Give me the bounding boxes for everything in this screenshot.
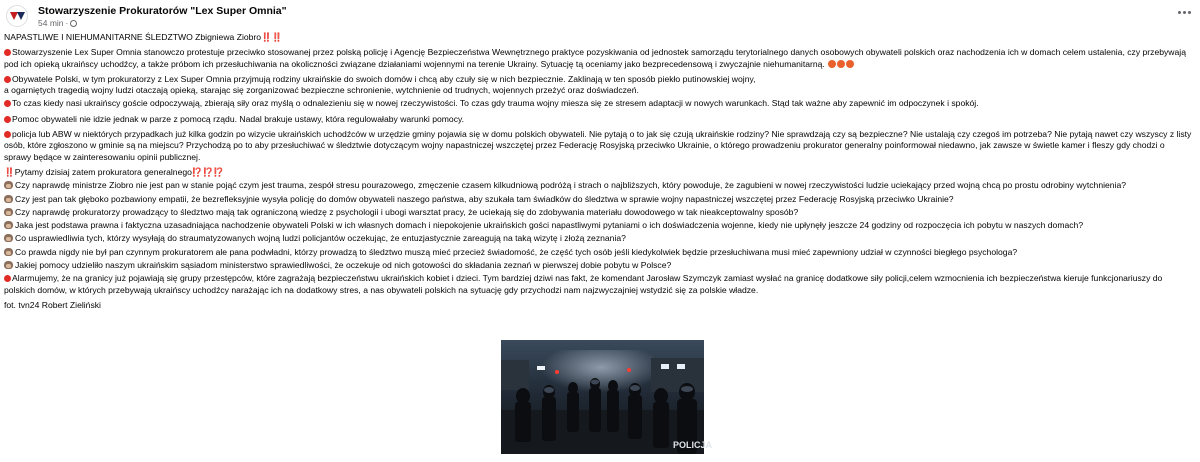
photo-credit: fot. tvn24 Robert Zieliński (4, 299, 101, 310)
paragraph-text: To czas kiedy nasi ukraińscy goście odpoczywają, zbierają siły oraz myślą o odnalezieniu się w nowej rzeczywistości. To czas gdy trauma wojny miesza się ze stresem adaptacji w nowych warunkach. Stąd tak ważne aby zapewnić im odpoczynek i spokój. (12, 98, 979, 109)
post-header (4, 3, 1196, 29)
red-circle-icon (4, 131, 11, 138)
paragraph-1 (4, 47, 1192, 70)
paragraph-text: Stowarzyszenie Lex Super Omnia stanowczo protestuje przeciwko stosowanej przez polską policję i Agencję Bezpieczeństwa Wewnętrznego praktyce pozyskiwania od jednostek samorządu terytorialnego danych osobowych obywateli polskich oraz nachodzenia ich w domach celem ustalenia, czy przebywają pod ich opieką ukraińscy uchodźcy, a także próbom ich przesłuchiwania na okoliczności związane działaniami wojennymi na terenie Ukrainy. Sytuację tą oceniamy jako bezprecedensową i zwyczajnie niehumanitarną. (4, 47, 1186, 69)
question-text: Czy naprawdę ministrze Ziobro nie jest pan w stanie pojąć czym jest trauma, zespół stresu pourazowego, zmęczenie czasem kilkudniową podróżą i strach o najbliższych, który powoduje, że zagubieni w nowej rzeczywistości ludzie uciekający przed wojną chcą po prostu odrobiny wytchnienia? (15, 180, 1127, 191)
monkey-icon (4, 248, 13, 256)
red-circle-icon (4, 76, 11, 83)
post-time[interactable]: 54 min (38, 18, 64, 28)
double-exclamation-icon: ‼️‼️ (261, 32, 283, 42)
question-4 (4, 220, 1192, 231)
paragraph-text: Pomoc obywateli nie idzie jednak w parze z pomocą rządu. Nadal brakuje ustawy, która regulowałaby warunki pomocy. (12, 113, 465, 124)
question-6 (4, 247, 1192, 258)
paragraph-5 (4, 129, 1192, 163)
paragraph-4 (4, 114, 1192, 125)
paragraph-text: Obywatele Polski, w tym prokuratorzy z Lex Super Omnia przyjmują rodziny ukraińskie do swoich domów i chcą aby czuły się w nich bezpiecznie. Zaklinają w ten sposób piekło putinowskiej wojny, (12, 73, 756, 84)
paragraph-3 (4, 98, 1192, 109)
red-circle-icon (4, 116, 11, 123)
red-circle-icon (4, 49, 11, 56)
question-2 (4, 194, 1192, 205)
paragraph-7 (4, 273, 1192, 296)
monkey-icon (4, 261, 13, 269)
monkey-icon (4, 195, 13, 203)
post-title-text: NAPASTLIWE I NIEHUMANITARNE ŚLEDZTWO Zbigniewa Ziobro (4, 32, 262, 42)
question-text: Jakiej pomocy udzieliło naszym ukraińskim sąsiadom ministerstwo sprawiedliwości, że oczekuje od nich gotowości do składania zeznań w pierwszej dobie pobytu w Polsce? (15, 260, 672, 271)
paragraph-text: Pytamy dzisiaj zatem prokuratora generalnego (14, 166, 192, 177)
question-text: Co usprawiedliwia tych, którzy wysyłają do straumatyzowanych wojną ludzi policjantów oczekując, że entuzjastycznie zareagują na taką wizytę i złożą zeznania? (15, 233, 626, 244)
red-circle-icon (4, 100, 11, 107)
page-logo-icon (9, 11, 27, 21)
page-name-link[interactable]: Stowarzyszenie Prokuratorów "Lex Super Omnia" (38, 5, 287, 17)
angry-face-icon (846, 60, 854, 68)
question-text: Czy naprawdę prokuratorzy prowadzący to śledztwo mają tak ograniczoną wiedzę z psychologii i ubogi warsztat pracy, że uciekają się do zdobywania materiału dowodowego w tak nieakceptowalny sposób? (15, 206, 799, 217)
more-options-button[interactable] (1174, 5, 1194, 19)
meta-separator: · (65, 18, 69, 28)
question-7 (4, 260, 1192, 271)
double-exclamation-icon: ‼️ (4, 166, 15, 177)
red-circle-icon (4, 275, 11, 282)
monkey-icon (4, 181, 13, 189)
question-text: Co prawda nigdy nie był pan czynnym prokuratorem ale pana podwładni, którzy prowadzą to śledztwo muszą mieć przecież świadomość, że część tych osób jeśli kiedykolwiek będzie przesłuchiwana musi mieć zapewniony udział w czynności biegłego psychologa? (15, 246, 1018, 257)
globe-icon (70, 20, 77, 27)
more-dot-icon (1178, 11, 1181, 14)
question-1 (4, 180, 1192, 191)
more-dot-icon (1188, 11, 1191, 14)
paragraph-text: policja lub ABW w niektórych przypadkach już kilka godzin po wizycie ukraińskich uchodźców w urzędzie gminy pojawia się w domu polskich obywateli. Nie pytają o to jak się czują ukraińskie rodziny? Nie sprawdzają czy są bezpieczne? Nie ustalają czy czegoś im potrzeba? Nie pytają nawet czy wszyscy z listy osób, które zgłoszono w gminie są na miejscu? Przychodzą po to aby przesłuchiwać w śledztwie dotyczącym wojny napastniczej wszczętej przez Federację Rosyjską przeciwko Ukrainie, o którego prowadzeniu prokurator generalny poinformował niedawno, jak zawsze w świetle kamer i fleszy gdy chodzi o sprawy będące w zainteresowaniu opinii publicznej. (4, 129, 1192, 162)
paragraph-text: a ogarniętych tragedią wojny ludzi otaczają opieką, starając się zorganizować bezpieczne schronienie, wytchnienie od trudnych, wojennych przeżyć oraz doświadczeń. (4, 85, 639, 96)
monkey-icon (4, 234, 13, 242)
interrobang-icon: ⁉️⁉️⁉️ (191, 166, 225, 177)
police-photo-image (501, 340, 713, 454)
question-3 (4, 207, 1192, 218)
post-meta (38, 18, 77, 28)
question-text: Czy jest pan tak głęboko pozbawiony empatii, że bezrefleksyjnie wysyła policję do domów obywateli naszego państwa, aby szukała tam świadków do śledztwa w sprawie wojny napastniczej wszczętej przez Federację Rosyjską przeciwko Ukrainie? (15, 193, 954, 204)
monkey-icon (4, 208, 13, 216)
question-5 (4, 233, 1192, 244)
paragraph-2 (4, 74, 1192, 97)
post-body (4, 32, 1192, 315)
monkey-icon (4, 221, 13, 229)
page-avatar[interactable] (6, 5, 28, 27)
paragraph-6 (4, 167, 1192, 178)
paragraph-text: Alarmujemy, że na granicy już pojawiają się grupy przestępców, które zagrażają bezpieczeństwu ukraińskich kobiet i dzieci. Tym bardziej dziwi nas fakt, że komendant Jarosław Szymczyk zamiast wysłać na granicę dodatkowe siły policji,celem wzmocnienia ich bezpieczeństwa kieruje funkcjonariuszy do polskich domów, w których przebywają ukraińscy uchodźcy narażając ich na dodatkowy stres, a nas obywateli polskich na sytuację gdy przychodzi nam najzwyczajniej wstydzić się za polskie władze. (4, 273, 1163, 295)
question-text: Jaka jest podstawa prawna i faktyczna uzasadniająca nachodzenie obywateli Polski w ich własnych domach i niepokojenie ukraińskich gości napastliwymi pytaniami o ich doświadczenia wojenne, kiedy nie upłynęły jeszcze 24 godziny od rozpoczęcia ich pobytu w naszych domach? (15, 220, 1084, 231)
more-dot-icon (1183, 11, 1186, 14)
post-photo[interactable] (501, 340, 713, 454)
post-title (4, 32, 1192, 43)
angry-face-icon (828, 60, 836, 68)
angry-face-icon (837, 60, 845, 68)
photo-police-label: POLICJA (673, 440, 713, 450)
